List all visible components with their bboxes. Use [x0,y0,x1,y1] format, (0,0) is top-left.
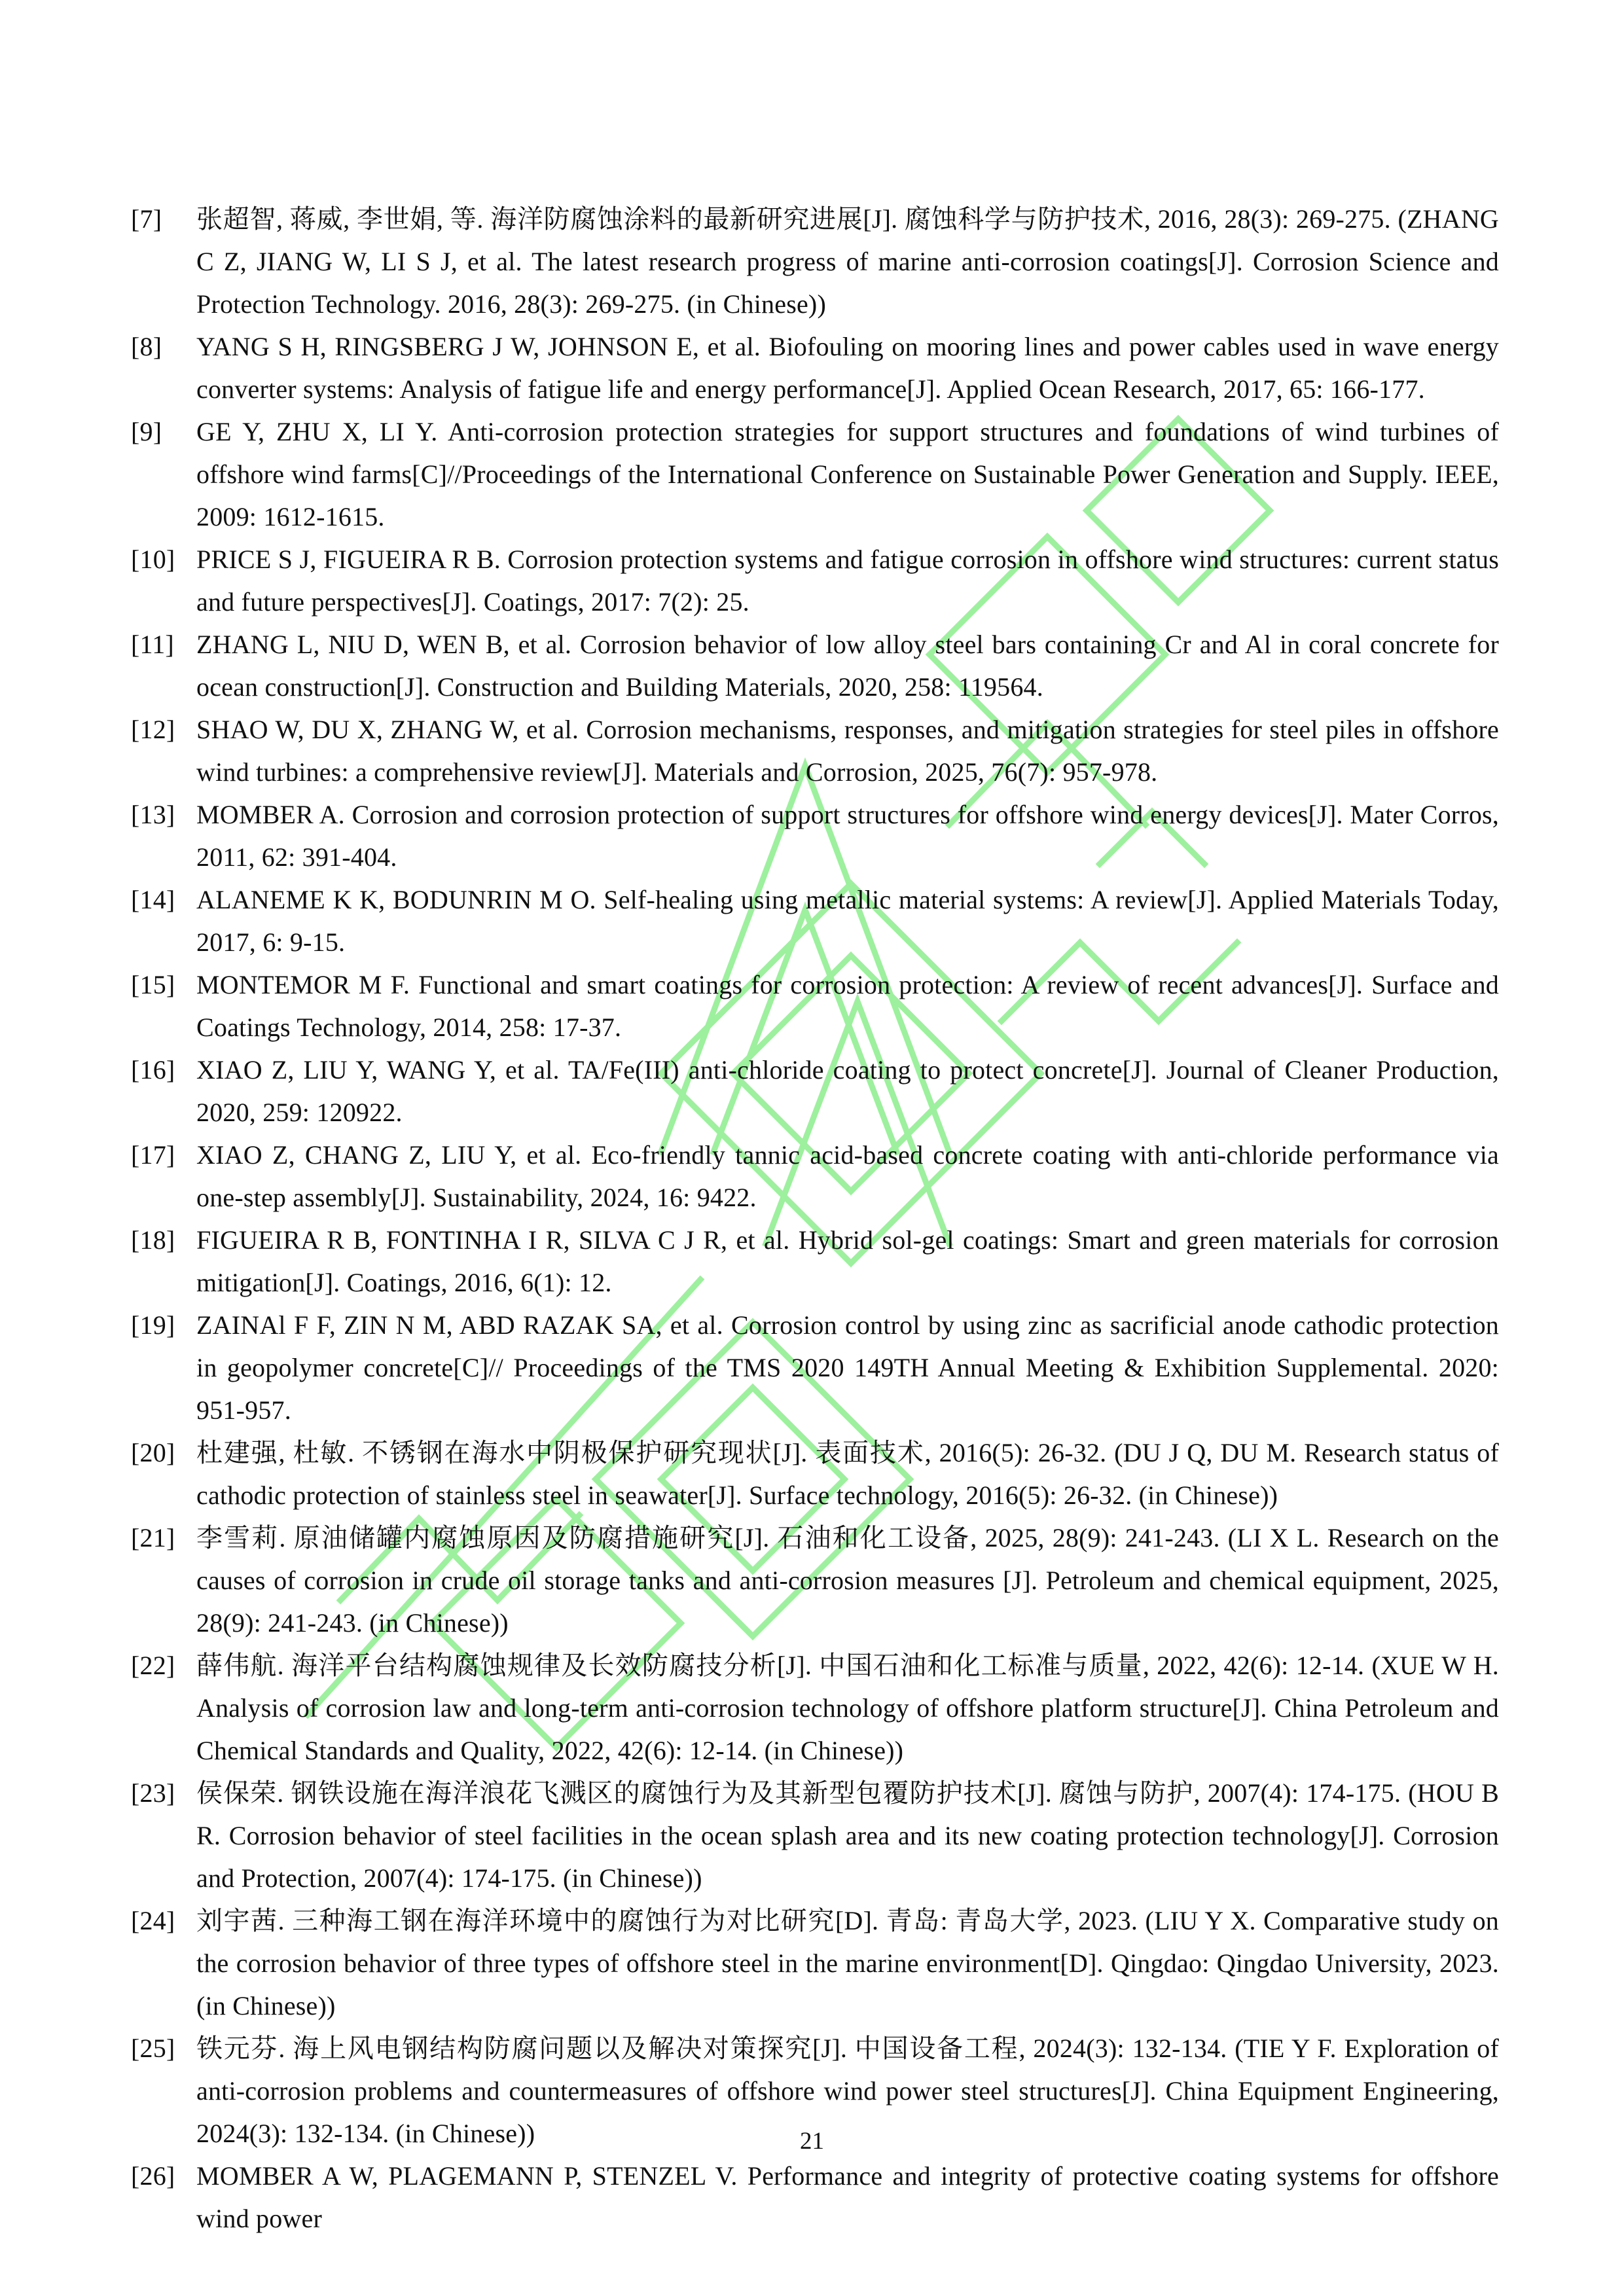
reference-text: MOMBER A W, PLAGEMANN P, STENZEL V. Performance and integrity of protective coating systems for offshore wind power [196,2161,1499,2233]
reference-number: [19] [131,1310,175,1340]
reference-text: SHAO W, DU X, ZHANG W, et al. Corrosion mechanisms, responses, and mitigation strategies for steel piles in offshore wind turbines: a comprehensive review[J]. Materials and Corrosion, 2025, 76(7): 957-978. [196,715,1499,787]
reference-text: 刘宇茜. 三种海工钢在海洋环境中的腐蚀行为对比研究[D]. 青岛: 青岛大学, 2023. (LIU Y X. Comparative study on the corrosion behavior of three types of offshore steel in the marine environment[D]. Qingdao: Qingdao University, 2023. (in Chinese)) [196,1906,1499,2020]
reference-number: [20] [131,1438,175,1467]
reference-text: 李雪莉. 原油储罐内腐蚀原因及防腐措施研究[J]. 石油和化工设备, 2025, 28(9): 241-243. (LI X L. Research on the causes of corrosion in crude oil storage tanks and anti-corrosion measures [J]. Petroleum and chemical equipment, 2025, 28(9): 241-243. (in Chinese)) [196,1523,1499,1638]
reference-number: [12] [131,715,175,744]
reference-text: MONTEMOR M F. Functional and smart coatings for corrosion protection: A review of recent advances[J]. Surface and Coatings Technology, 2014, 258: 17-37. [196,970,1499,1042]
reference-text: MOMBER A. Corrosion and corrosion protection of support structures for offshore wind energy devices[J]. Mater Corros, 2011, 62: 391-404. [196,800,1499,872]
reference-text: 铁元芬. 海上风电钢结构防腐问题以及解决对策探究[J]. 中国设备工程, 2024(3): 132-134. (TIE Y F. Exploration of anti-corrosion problems and countermeasures of offshore wind power steel structures[J]. China Equipment Engineering, 2024(3): 132-134. (in Chinese)) [196,2034,1499,2148]
reference-number: [18] [131,1225,175,1255]
reference-number: [8] [131,332,162,361]
reference-number: [10] [131,545,175,574]
reference-text: ALANEME K K, BODUNRIN M O. Self-healing using metallic material systems: A review[J]. Applied Materials Today, 2017, 6: 9-15. [196,885,1499,957]
reference-number: [17] [131,1140,175,1170]
reference-number: [7] [131,204,162,234]
reference-item [131,1431,1499,1516]
reference-item [131,2155,1499,2240]
reference-item [131,708,1499,793]
reference-item [131,963,1499,1049]
reference-text: 薛伟航. 海洋平台结构腐蚀规律及长效防腐技分析[J]. 中国石油和化工标准与质量, 2022, 42(6): 12-14. (XUE W H. Analysis of corrosion law and long-term anti-corrosion technology of offshore platform structure[J]. China Petroleum and Chemical Standards and Quality, 2022, 42(6): 12-14. (in Chinese)) [196,1651,1499,1765]
reference-text: YANG S H, RINGSBERG J W, JOHNSON E, et al. Biofouling on mooring lines and power cables used in wave energy converter systems: Analysis of fatigue life and energy performance[J]. Applied Ocean Research, 2017, 65: 166-177. [196,332,1499,404]
reference-text: 杜建强, 杜敏. 不锈钢在海水中阴极保护研究现状[J]. 表面技术, 2016(5): 26-32. (DU J Q, DU M. Research status of cathodic protection of stainless steel in seawater[J]. Surface technology, 2016(5): 26-32. (in Chinese)) [196,1438,1499,1510]
reference-item [131,1134,1499,1219]
reference-number: [13] [131,800,175,829]
reference-number: [23] [131,1778,175,1808]
reference-number: [25] [131,2034,175,2063]
reference-number: [22] [131,1651,175,1680]
reference-item [131,793,1499,878]
reference-item [131,1644,1499,1772]
reference-number: [21] [131,1523,175,1552]
reference-text: PRICE S J, FIGUEIRA R B. Corrosion protection systems and fatigue corrosion in offshore wind structures: current status and future perspectives[J]. Coatings, 2017: 7(2): 25. [196,545,1499,617]
reference-item [131,623,1499,708]
reference-item [131,1516,1499,1644]
reference-number: [14] [131,885,175,914]
reference-text: FIGUEIRA R B, FONTINHA I R, SILVA C J R, et al. Hybrid sol-gel coatings: Smart and green materials for corrosion mitigation[J]. Coatings, 2016, 6(1): 12. [196,1225,1499,1297]
reference-text: ZAINAl F F, ZIN N M, ABD RAZAK SA, et al. Corrosion control by using zinc as sacrificial anode cathodic protection in geopolymer concrete[C]// Proceedings of the TMS 2020 149TH Annual Meeting & Exhibition Supplemental. 2020: 951-957. [196,1310,1499,1425]
reference-item [131,1772,1499,1899]
reference-text: GE Y, ZHU X, LI Y. Anti-corrosion protection strategies for support structures and foundations of wind turbines of offshore wind farms[C]//Proceedings of the International Conference on Sustainable Power Generation and Supply. IEEE, 2009: 1612-1615. [196,417,1499,531]
reference-number: [9] [131,417,162,446]
reference-list [131,198,1499,2240]
reference-text: XIAO Z, CHANG Z, LIU Y, et al. Eco-friendly tannic acid-based concrete coating with anti-chloride performance via one-step assembly[J]. Sustainability, 2024, 16: 9422. [196,1140,1499,1212]
reference-number: [24] [131,1906,175,1935]
reference-item [131,325,1499,410]
reference-item [131,198,1499,325]
reference-item [131,410,1499,538]
reference-item [131,538,1499,623]
page-number: 21 [800,2128,824,2155]
reference-item [131,1304,1499,1431]
reference-item [131,1049,1499,1134]
reference-number: [15] [131,970,175,999]
reference-text: ZHANG L, NIU D, WEN B, et al. Corrosion behavior of low alloy steel bars containing Cr and Al in coral concrete for ocean construction[J]. Construction and Building Materials, 2020, 258: 119564. [196,630,1499,702]
reference-item [131,1899,1499,2027]
page-footer [0,2128,1624,2155]
reference-number: [16] [131,1055,175,1085]
reference-item [131,878,1499,963]
reference-number: [11] [131,630,174,659]
reference-text: XIAO Z, LIU Y, WANG Y, et al. TA/Fe(III) anti-chloride coating to protect concrete[J]. Journal of Cleaner Production, 2020, 259: 120922. [196,1055,1499,1127]
reference-number: [26] [131,2161,175,2191]
reference-item [131,1219,1499,1304]
reference-text: 侯保荣. 钢铁设施在海洋浪花飞溅区的腐蚀行为及其新型包覆防护技术[J]. 腐蚀与防护, 2007(4): 174-175. (HOU B R. Corrosion behavior of steel facilities in the ocean splash area and its new coating protection technology[J]. Corrosion and Protection, 2007(4): 174-175. (in Chinese)) [196,1778,1499,1893]
reference-text: 张超智, 蒋威, 李世娟, 等. 海洋防腐蚀涂料的最新研究进展[J]. 腐蚀科学与防护技术, 2016, 28(3): 269-275. (ZHANG C Z, JIANG W, LI S J, et al. The latest research progress of marine anti-corrosion coatings[J]. Corrosion Science and Protection Technology. 2016, 28(3): 269-275. (in Chinese)) [196,204,1499,319]
